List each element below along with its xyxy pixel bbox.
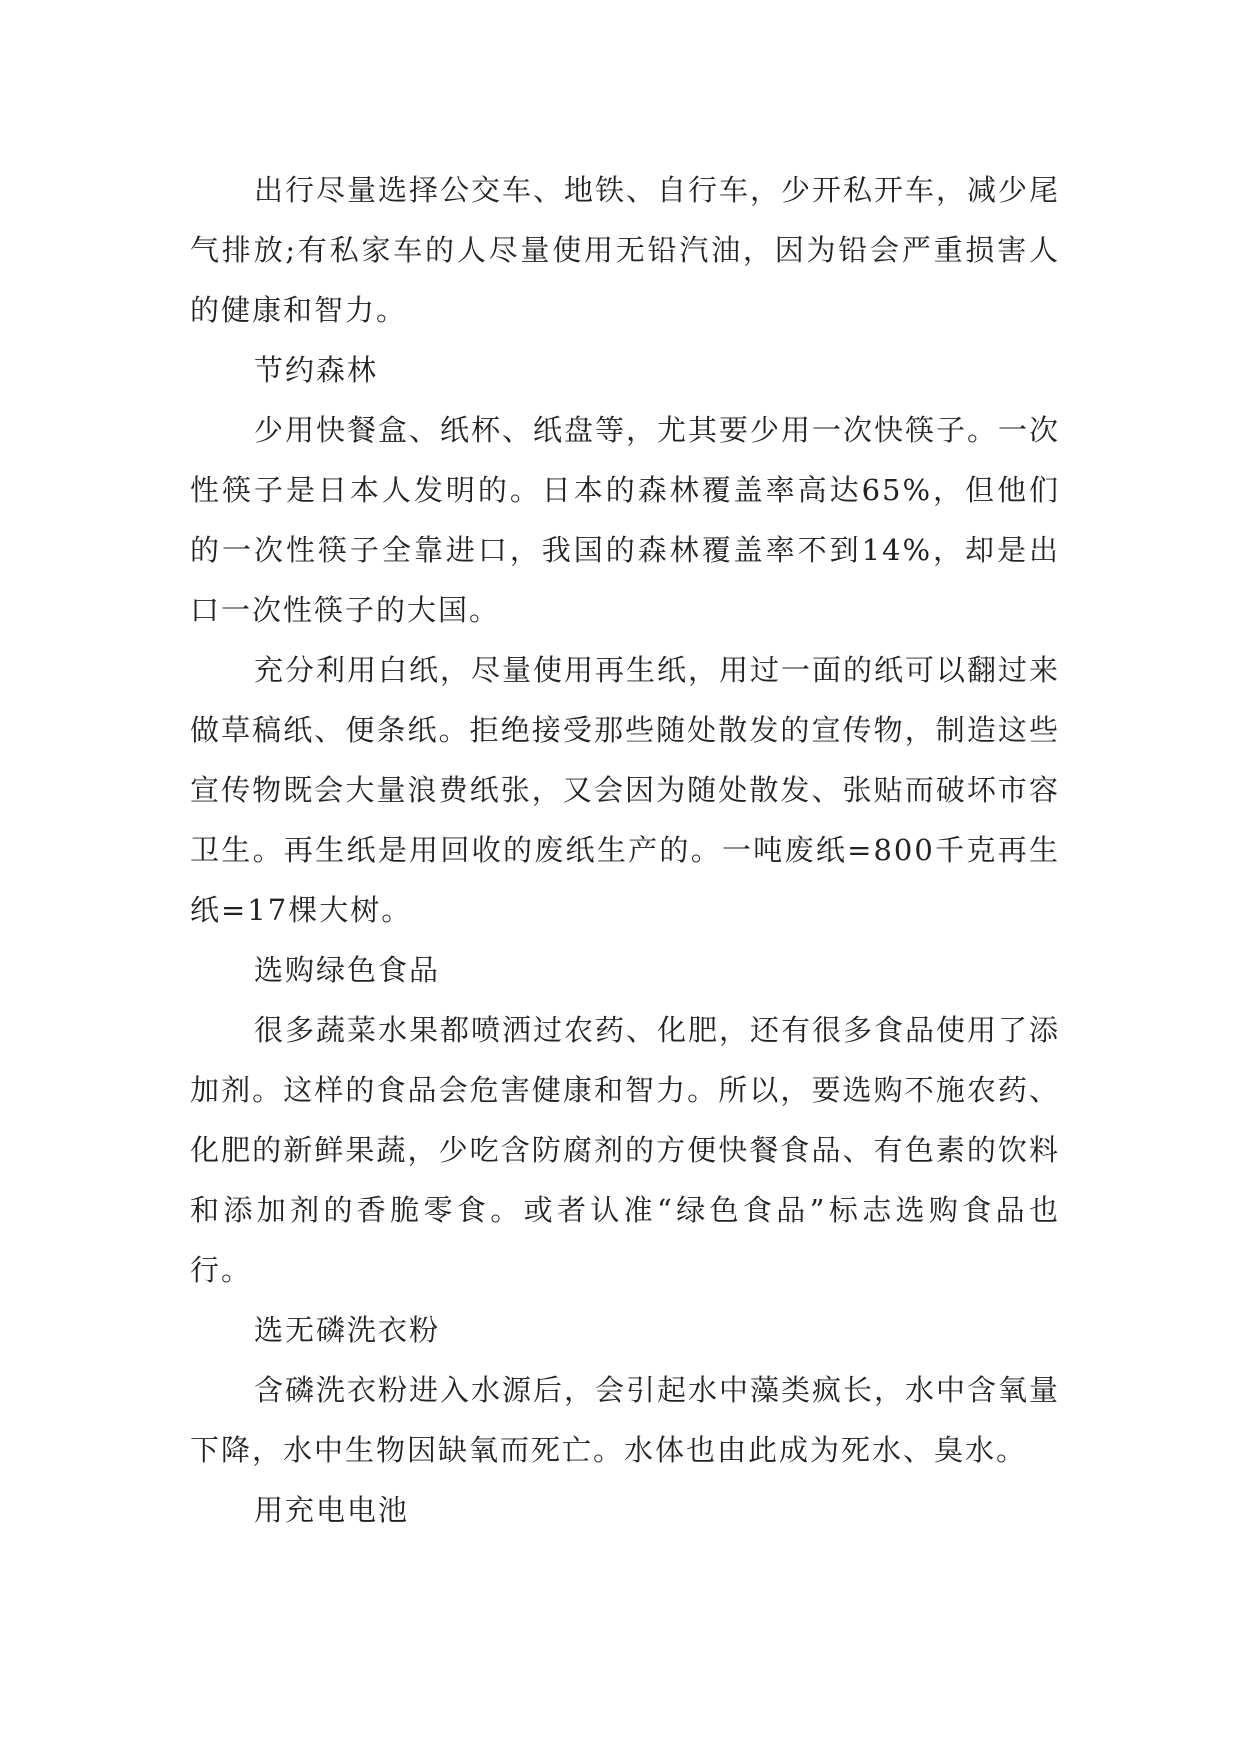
paragraph-phosphate-detergent: 含磷洗衣粉进入水源后，会引起水中藻类疯长，水中含氧量下降，水中生物因缺氧而死亡。水体也由此成为死水、臭水。 xyxy=(190,1373,1061,1467)
paragraph-disposable-chopsticks: 少用快餐盒、纸杯、纸盘等，尤其要少用一次快筷子。一次性筷子是日本人发明的。日本的森林覆盖率高达65%，但他们的一次性筷子全靠进口，我国的森林覆盖率不到14%，却是出口一次性筷子的大国。 xyxy=(190,413,1061,627)
heading-rechargeable-battery: 用充电电池 xyxy=(254,1493,410,1527)
heading-green-food: 选购绿色食品 xyxy=(254,953,441,987)
paragraph-transport: 出行尽量选择公交车、地铁、自行车，少开私开车，减少尾气排放;有私家车的人尽量使用无铅汽油，因为铅会严重损害人的健康和智力。 xyxy=(190,173,1061,327)
heading-save-forest: 节约森林 xyxy=(254,353,379,387)
document-body xyxy=(190,160,1060,1540)
paragraph-green-food: 很多蔬菜水果都喷洒过农药、化肥，还有很多食品使用了添加剂。这样的食品会危害健康和智力。所以，要选购不施农药、化肥的新鲜果蔬，少吃含防腐剂的方便快餐食品、有色素的饮料和添加剂的香脆零食。或者认准“绿色食品”标志选购食品也行。 xyxy=(190,1013,1061,1287)
paragraph-recycled-paper: 充分利用白纸，尽量使用再生纸，用过一面的纸可以翻过来做草稿纸、便条纸。拒绝接受那些随处散发的宣传物，制造这些宣传物既会大量浪费纸张，又会因为随处散发、张贴而破坏市容卫生。再生纸是用回收的废纸生产的。一吨废纸=800千克再生纸=17棵大树。 xyxy=(190,653,1061,927)
heading-phosphate-free-detergent: 选无磷洗衣粉 xyxy=(254,1313,441,1347)
